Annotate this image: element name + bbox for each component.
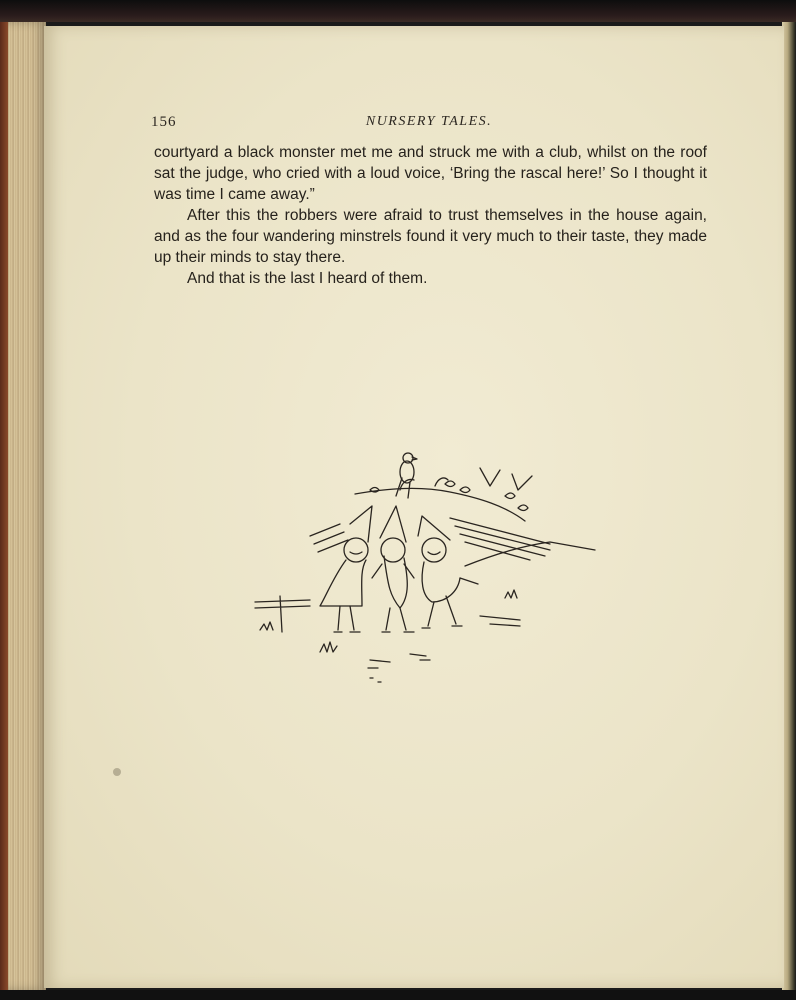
page-smudge: [113, 768, 121, 776]
book-cover-edge: [0, 22, 8, 990]
page-header: [151, 114, 707, 136]
scan-top-border: [0, 0, 796, 22]
three-gnomes-and-bird-drawing-icon: [250, 446, 600, 686]
paragraph: After this the robbers were afraid to trust themselves in the house again, and as the four wandering minstrels found it very much to their taste, they made up their minds to stay there.: [154, 207, 707, 266]
paragraph-closing: And that is the last I heard of them.: [187, 270, 428, 287]
page-right-edge: [782, 22, 796, 990]
body-text: [154, 142, 707, 289]
running-title: NURSERY TALES.: [365, 114, 493, 129]
paragraph-continued: courtyard a black monster met me and struck me with a club, whilst on the roof sat the judge, who cried with a loud voice, ‘Bring the rascal here!’ So I thought it was time I came away.”: [154, 144, 707, 203]
page-number: 156: [151, 114, 177, 130]
scan-bottom-border: [0, 990, 796, 1000]
